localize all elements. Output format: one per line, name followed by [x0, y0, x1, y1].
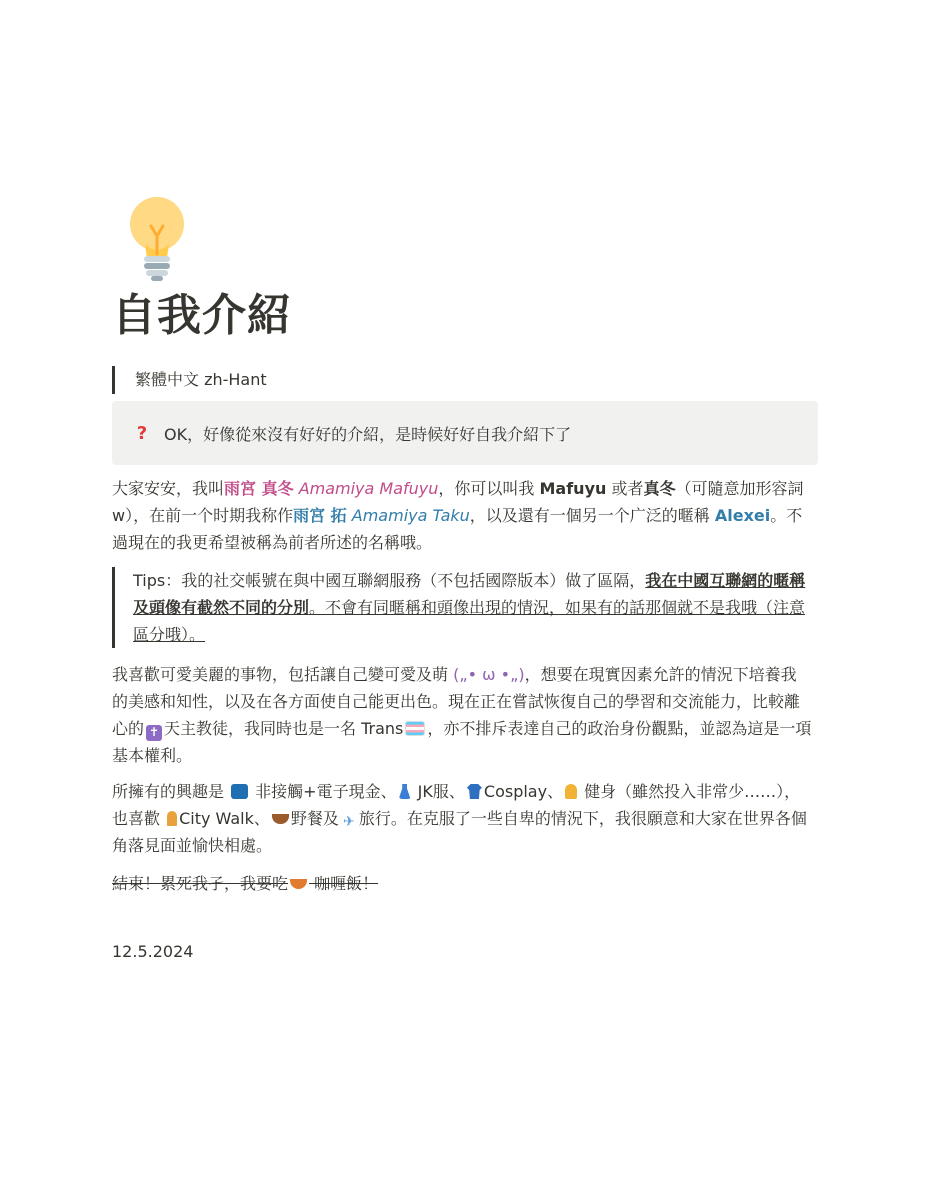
- hobbies-text: 旅行。在克服了一些自卑的情況下，我很願意和大家在世界各個角落見面並愉快相處。: [112, 809, 807, 855]
- ending-text: 結束！累死我孑，我要吃: [112, 874, 289, 893]
- hobbies-text: 野餐及: [290, 809, 339, 828]
- person-walking-icon: [167, 811, 177, 826]
- question-mark-icon: ?: [136, 422, 148, 444]
- tips-emphasis: 我在中國互聯網的暱稱及頭像有截然不同的分別: [133, 571, 806, 617]
- credit-card-icon: [231, 784, 248, 799]
- transgender-flag-icon: [405, 721, 425, 736]
- picnic-basket-icon: [272, 814, 289, 824]
- hobbies-text: 所擁有的興趣是: [112, 782, 230, 801]
- hobbies-text: City Walk、: [179, 809, 270, 828]
- callout: [112, 401, 818, 465]
- curry-rice-icon: [290, 879, 307, 889]
- person-exercising-icon: [565, 784, 577, 799]
- intro-text: （可隨意加形容詞w），在前一个时期我称作: [112, 479, 804, 525]
- about-paragraph: [112, 661, 812, 769]
- name-zh: 雨宮 真冬: [224, 479, 294, 498]
- nickname-zh: 真冬: [643, 479, 676, 498]
- about-text: 天主教徒，我同時也是一名 Trans: [164, 719, 404, 738]
- name-en: Amamiya Mafuyu: [298, 479, 439, 498]
- old-name-zh: 雨宮 拓: [293, 506, 347, 525]
- language-label: 繁體中文 zh-Hant: [135, 370, 267, 389]
- hobbies-paragraph: [112, 778, 812, 859]
- hobbies-text: 健身（雖然投入非常少……），也喜歡: [112, 782, 801, 828]
- intro-text: 或者: [606, 479, 644, 498]
- intro-text: 大家安安，我叫: [112, 479, 225, 498]
- intro-text: 。不過現在的我更希望被稱為前者所述的名稱哦。: [112, 506, 803, 552]
- page-title: 自我介紹: [112, 290, 292, 341]
- nickname-alexei: Alexei: [714, 506, 771, 525]
- dress-icon: [399, 784, 411, 799]
- kaomoji: („• ω •„): [453, 665, 525, 684]
- about-text: ，想要在現實因素允許的情況下培養我的美感和知性，以及在各方面使自己能更出色。現在正在嘗試恢復自己的學習和交流能力，比較離心的: [112, 665, 801, 738]
- tips-text: Tips：我的社交帳號在與中國互聯網服務（不包括國際版本）做了區隔，: [133, 571, 646, 590]
- old-name-en: Amamiya Taku: [351, 506, 470, 525]
- nickname-mafuyu: Mafuyu: [539, 479, 607, 498]
- costume-icon: [467, 784, 482, 799]
- intro-paragraph: [112, 475, 812, 556]
- language-quote: [112, 366, 267, 394]
- date: 12.5.2024: [112, 942, 194, 961]
- tips-quote: [112, 567, 813, 648]
- intro-text: ，以及還有一個另一个广泛的暱稱: [469, 506, 715, 525]
- lightbulb-icon: [127, 196, 187, 282]
- hobbies-text: 非接觸+電子現金、: [250, 782, 397, 801]
- airplane-icon: ✈: [343, 814, 355, 830]
- callout-text: OK，好像從來沒有好好的介紹，是時候好好自我介紹下了: [164, 424, 572, 444]
- hobbies-text: Cosplay、: [483, 782, 564, 801]
- hobbies-text: JK服、: [412, 782, 465, 801]
- tips-text: 。不會有同暱稱和頭像出現的情況，如果有的話那個就不是我哦（注意區分哦）。: [133, 598, 806, 644]
- intro-text: ，你可以叫我: [438, 479, 540, 498]
- ending-paragraph: [112, 870, 812, 897]
- about-text: 我喜歡可愛美麗的事物，包括讓自己變可愛及萌: [112, 665, 454, 684]
- latin-cross-icon: ✝: [146, 725, 162, 741]
- ending-text: 咖喱飯！: [309, 874, 379, 893]
- about-text: ，亦不排斥表達自己的政治身份觀點，並認為這是一項基本權利。: [112, 719, 812, 765]
